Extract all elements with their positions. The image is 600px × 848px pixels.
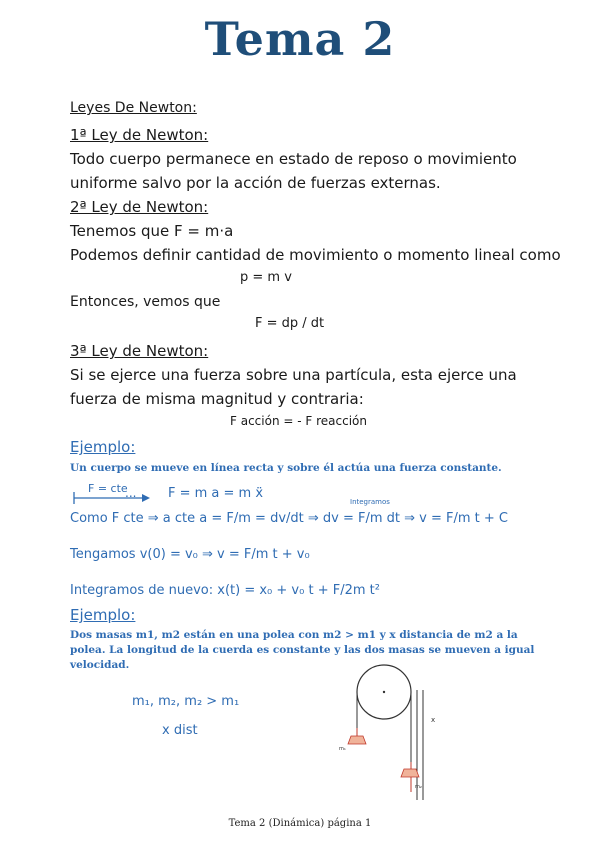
- law1-line2: uniforme salvo por la acción de fuerzas externas.: [70, 174, 441, 192]
- law3-eq: F acción = - F reacción: [230, 414, 367, 428]
- force-arrow-label: F = cte: [88, 482, 128, 495]
- law1-line1: Todo cuerpo permanece en estado de reposo o movimiento: [70, 150, 517, 168]
- pulley-diagram: [335, 650, 445, 800]
- label-m1: m₁: [339, 746, 346, 752]
- law3-line2: fuerza de misma magnitud y contraria:: [70, 390, 364, 408]
- example2-statement: Dos masas m1, m2 están en una polea con m2 > m1 y x distancia de m2 a la polea. La longitud de la cuerda es constante y las dos masas se mueven a igual velocidad.: [70, 629, 535, 671]
- force-arrow-dots: ...: [125, 486, 137, 500]
- integramos-note: Integramos: [350, 498, 390, 506]
- example1-line-integramos: Integramos de nuevo: x(t) = x₀ + v₀ t + F/2m t²: [70, 583, 380, 598]
- law2-heading: 2ª Ley de Newton:: [70, 198, 209, 216]
- label-m2: m₂: [415, 784, 422, 790]
- law2-eq-force: F = dp / dt: [255, 316, 325, 331]
- law2-line1: Tenemos que F = m·a: [70, 222, 234, 240]
- example1-eq-main: F = m a = m ẍ: [168, 486, 264, 501]
- law3-line1: Si se ejerce una fuerza sobre una partícula, esta ejerce una: [70, 366, 517, 384]
- law2-line2: Podemos definir cantidad de movimiento o momento lineal como: [70, 246, 561, 264]
- law2-line3: Entonces, vemos que: [70, 294, 221, 310]
- example2-heading: Ejemplo:: [70, 606, 136, 624]
- page-footer: Tema 2 (Dinámica) página 1: [228, 818, 372, 829]
- example1-line-tengamos: Tengamos v(0) = v₀ ⇒ v = F/m t + v₀: [70, 547, 310, 562]
- section-heading: Leyes De Newton:: [70, 100, 197, 116]
- law1-heading: 1ª Ley de Newton:: [70, 126, 209, 144]
- page-title: Tema 2: [204, 12, 396, 66]
- law2-eq-momentum: p = m v: [240, 270, 292, 285]
- example1-statement: Un cuerpo se mueve en línea recta y sobre él actúa una fuerza constante.: [70, 462, 502, 474]
- example1-line-como: Como F cte ⇒ a cte a = F/m = dv/dt ⇒ dv = F/m dt ⇒ v = F/m t + C: [70, 511, 508, 526]
- pulley-wheel: [357, 665, 411, 719]
- mass-m1: [348, 728, 366, 744]
- label-x: x: [431, 716, 436, 724]
- example2-note-masses: m₁, m₂, m₂ > m₁: [132, 694, 240, 709]
- example1-heading: Ejemplo:: [70, 438, 136, 456]
- example2-note-distance: x dist: [162, 723, 198, 738]
- law3-heading: 3ª Ley de Newton:: [70, 342, 209, 360]
